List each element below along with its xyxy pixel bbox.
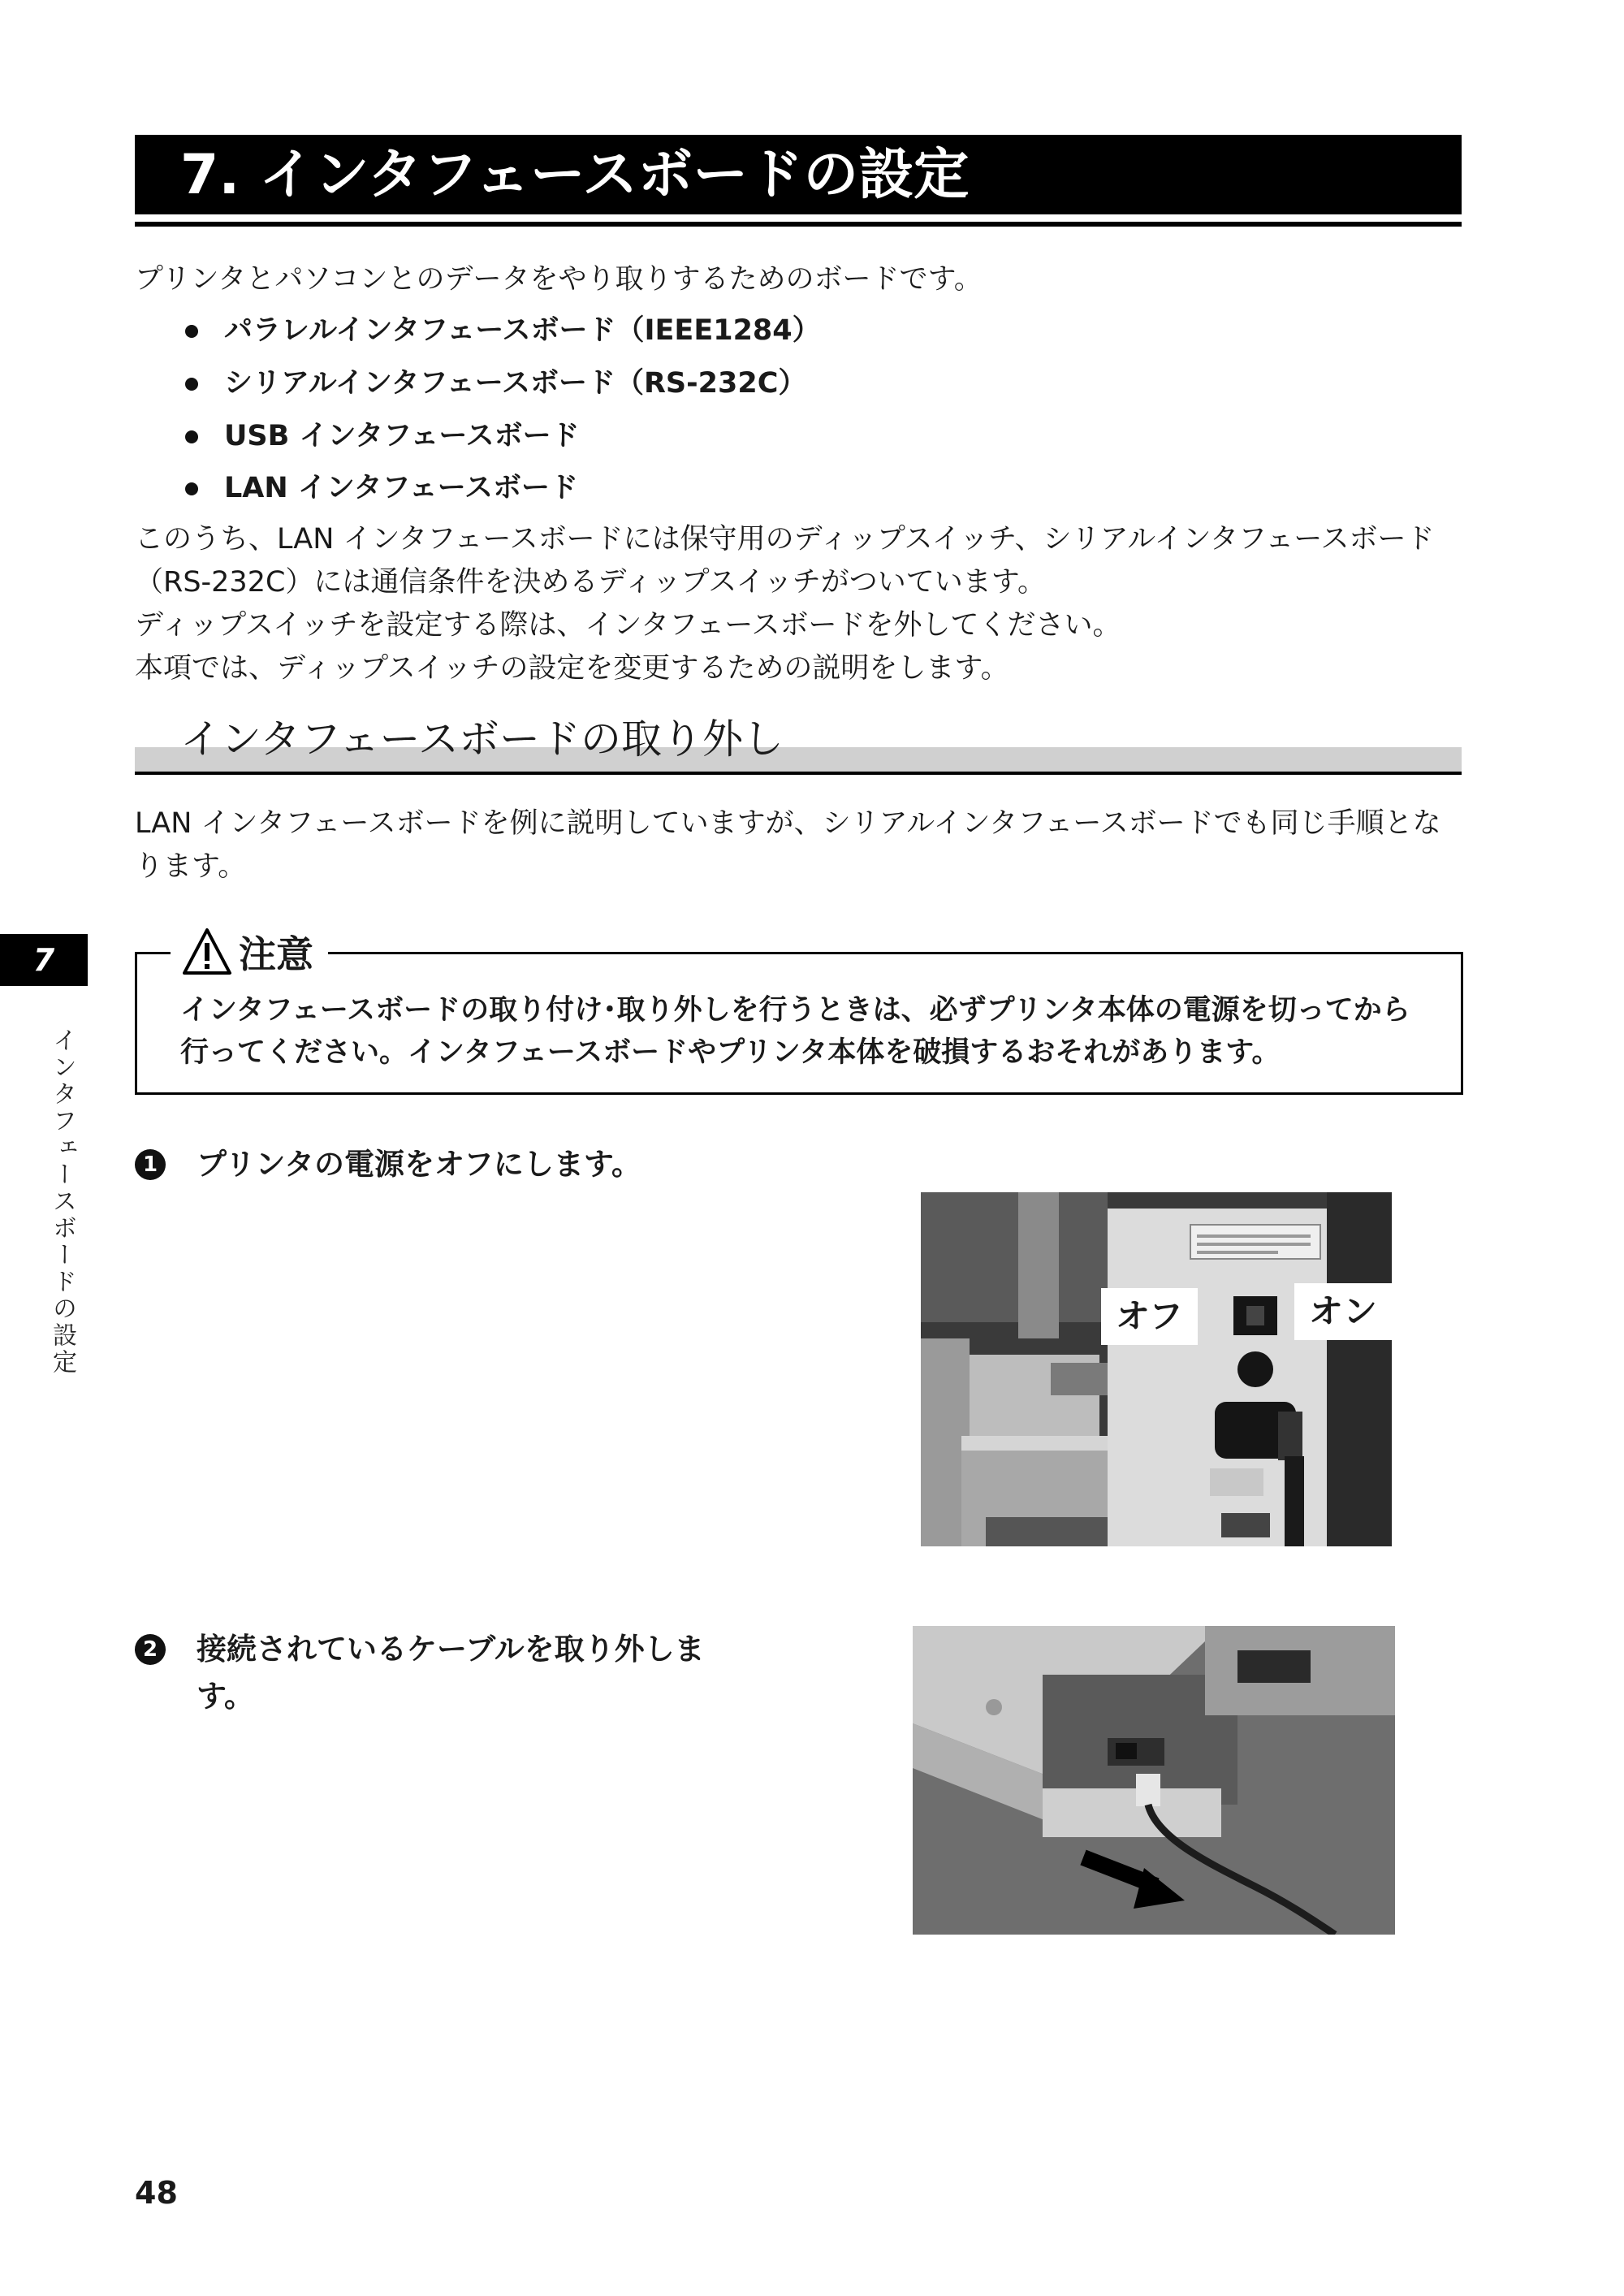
step-number-2: 2 — [135, 1634, 166, 1665]
cable-removal-photo — [913, 1626, 1395, 1935]
chapter-side-label: インタフェースボードの設定 — [48, 1027, 76, 1376]
paragraph-line: ディップスイッチを設定する際は、インタフェースボードを外してください。 — [135, 609, 1121, 642]
paragraph-line: このうち、LAN インタフェースボードには保守用のディップスイッチ、シリアルインタフェースボード — [135, 523, 1435, 556]
bullet-dot — [185, 378, 198, 391]
on-label: オン — [1294, 1283, 1392, 1340]
caution-header — [171, 919, 328, 984]
paragraph-line: （RS-232C）には通信条件を決めるディップスイッチがついています。 — [135, 566, 1047, 599]
caution-label: 注意 — [239, 932, 313, 976]
off-label: オフ — [1101, 1288, 1198, 1345]
warning-triangle-icon — [182, 927, 232, 977]
page-number: 48 — [135, 2175, 178, 2211]
board-item-parallel: パラレルインタフェースボード（IEEE1284） — [224, 314, 821, 347]
bullet-dot — [185, 325, 198, 338]
section-header-rule — [135, 772, 1462, 775]
chapter-tab: 7 — [0, 934, 88, 986]
step-2-text-line: 接続されているケーブルを取り外しま — [197, 1632, 705, 1667]
section-text-line: ります。 — [135, 850, 247, 883]
bullet-dot — [185, 430, 198, 443]
printer-power-switch-photo — [921, 1192, 1392, 1546]
step-2-text-line: す。 — [197, 1679, 255, 1714]
bullet-dot — [185, 482, 198, 495]
board-item-lan: LAN インタフェースボード — [224, 472, 578, 504]
board-item-serial: シリアルインタフェースボード（RS-232C） — [224, 367, 807, 400]
caution-text-line: インタフェースボードの取り付け･取り外しを行うときは、必ずプリンタ本体の電源を切ってから — [180, 994, 1410, 1027]
cable-removal-illustration — [913, 1626, 1395, 1935]
section-text-line: LAN インタフェースボードを例に説明していますが、シリアルインタフェースボードでも同じ手順とな — [135, 807, 1441, 840]
intro-text: プリンタとパソコンとのデータをやり取りするためのボードです。 — [135, 263, 983, 296]
step-1-text: プリンタの電源をオフにします。 — [197, 1147, 641, 1182]
printer-rear-illustration — [921, 1192, 1392, 1546]
board-item-usb: USB インタフェースボード — [224, 420, 580, 452]
caution-text-line: 行ってください。インタフェースボードやプリンタ本体を破損するおそれがあります。 — [180, 1036, 1281, 1069]
section-title: インタフェースボードの取り外し — [180, 716, 784, 763]
page-title: 7. インタフェースボードの設定 — [180, 143, 970, 207]
title-underline — [135, 222, 1462, 227]
step-number-1: 1 — [135, 1149, 166, 1180]
paragraph-line: 本項では、ディップスイッチの設定を変更するための説明をします。 — [135, 652, 1009, 685]
